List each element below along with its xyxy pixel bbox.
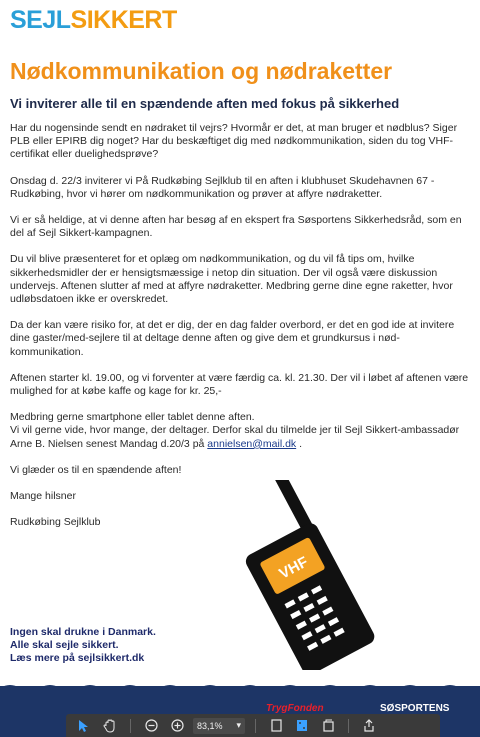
paragraph-invite: Da der kan være risiko for, at det er dig, der en dag falder overbord, er det en god ide at invitere dine gaster/med-sejlere til at deltage denne aften og give dem et grundkursus i nød-kommunikation. xyxy=(10,319,455,358)
paragraph-date: Onsdag d. 22/3 inviterer vi På Rudkøbing Sejlklub til en aften i klubhuset Skudehavnen 67 - Rudkøbing, hvor vi hører om nødkommunikation og prøver at affyre nødraketter. xyxy=(10,174,435,200)
signup-line2: Vi vil gerne vide, hvor mange, der deltager. Derfor skal du tilmelde jer til Sejl Sikkert-ambassadør Arne B. Nielsen senest Mandag d.20/3 på xyxy=(10,424,460,450)
pdf-viewer-toolbar xyxy=(66,714,440,737)
paragraph-time: Aftenen starter kl. 19.00, og vi forventer at være færdig ca. kl. 21.30. Der vil i løbet af aftenen være mulighed for at købe kaffe og kage for kr. 25,- xyxy=(10,371,469,398)
scroll-mode-icon[interactable] xyxy=(292,717,312,735)
tagline-line1: Ingen skal drukne i Danmark. xyxy=(10,626,156,638)
share-icon[interactable] xyxy=(359,717,379,735)
paragraph-expert: Vi er så heldige, at vi denne aften har besøg af en ekspert fra Søsportens Sikkerhedsråd, som en del af Sejl Sikkert-kampagnen. xyxy=(10,214,462,240)
paragraph-signup xyxy=(10,411,472,451)
paragraph-greeting: Mange hilsner xyxy=(10,490,76,503)
page-subtitle: Vi inviterer alle til en spændende aften med fokus på sikkerhed xyxy=(10,96,400,111)
logo-part-sikkert: SIKKERT xyxy=(70,6,177,34)
paragraph-intro: Har du nogensinde sendt en nødraket til vejrs? Hvormår er det, at man bruger et nødblus? Siger PLB eller EPIRB dig noget? Har du beskæftiget dig med nødkommunikation, siden du tog VHF-certifikat eller duelighedsprøve? xyxy=(10,122,458,161)
signup-line1: Medbring gerne smartphone eller tablet denne aften. xyxy=(10,411,255,424)
sejlsikkert-logo xyxy=(10,6,177,34)
rotate-icon[interactable] xyxy=(318,717,338,735)
toolbar-divider xyxy=(255,719,256,733)
tagline-line2: Alle skal sejle sikkert. xyxy=(10,639,119,651)
paragraph-signature: Rudkøbing Sejlklub xyxy=(10,516,101,529)
zoom-out-icon[interactable] xyxy=(141,717,161,735)
paragraph-closing: Vi glæder os til en spændende aften! xyxy=(10,463,182,476)
zoom-in-icon[interactable] xyxy=(167,717,187,735)
radio-vhf-label: VHF xyxy=(276,553,311,583)
select-cursor-icon[interactable] xyxy=(74,717,94,735)
campaign-tagline xyxy=(10,626,156,665)
logo-part-sejl: SEJL xyxy=(10,6,71,34)
zoom-level-value: 83,1% xyxy=(197,720,223,731)
zoom-level-select[interactable] xyxy=(193,718,245,734)
page-view-icon[interactable] xyxy=(266,717,286,735)
hand-tool-icon[interactable] xyxy=(100,717,120,735)
toolbar-divider xyxy=(130,719,131,733)
vhf-radio-illustration xyxy=(236,480,386,670)
chevron-down-icon: ▾ xyxy=(236,720,241,730)
paragraph-program: Du vil blive præsenteret for et oplæg om nødkommunikation, og du vil få tips om, hvilke sikkerhedsmidler der er hensigtsmæssige i netop din situation. Der vil også være diskussion undervejs. Aftenen slutter af med at affyre nødraketter. Medbring gerne dine egne raketter, hvor udløbsdatoen ikke er overskredet. xyxy=(10,253,453,306)
signup-end: . xyxy=(299,437,303,450)
tagline-line3: Læs mere på sejlsikkert.dk xyxy=(10,652,145,664)
sponsor-trygfonden-logo: TrygFonden xyxy=(266,703,324,714)
sponsor-sosportens-logo: SØSPORTENS xyxy=(380,703,450,714)
email-link[interactable]: annielsen@mail.dk xyxy=(207,437,297,450)
page-title: Nødkommunikation og nødraketter xyxy=(10,58,393,84)
toolbar-divider xyxy=(348,719,349,733)
